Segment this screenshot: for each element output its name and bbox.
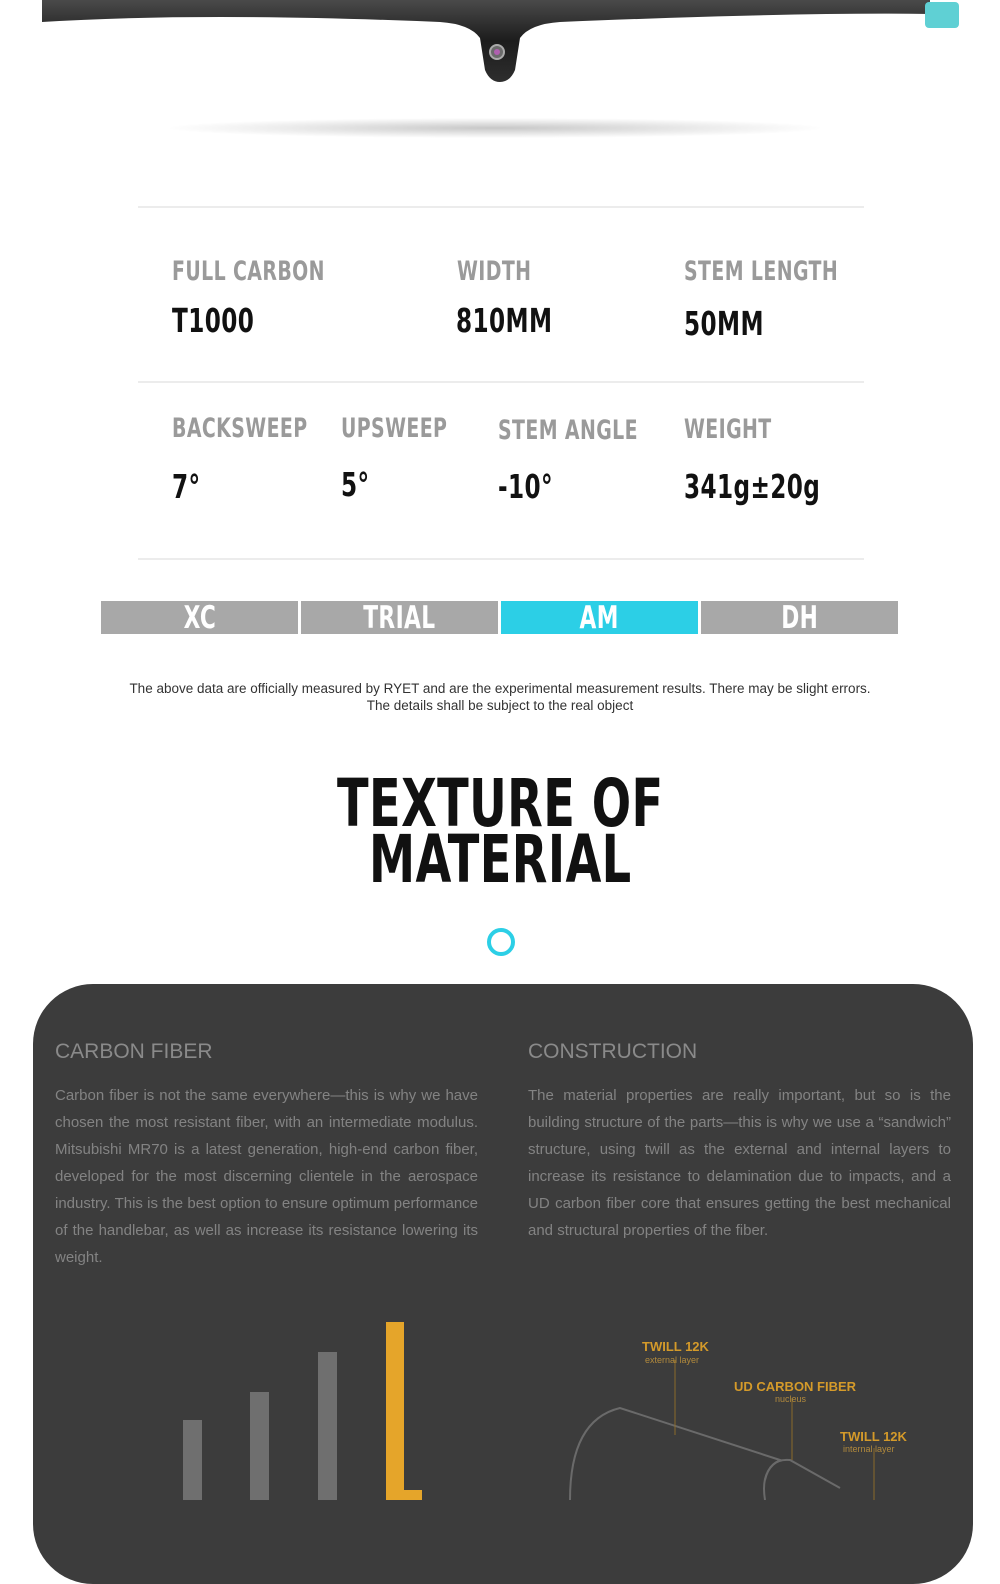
section-title-line1: TEXTURE OF — [336, 765, 664, 842]
layer-sub: internal layer — [843, 1444, 895, 1454]
spec-value-material: T1000 — [172, 301, 255, 340]
tab-dh[interactable]: DH — [701, 601, 898, 634]
ring-icon — [487, 928, 515, 956]
layer-label: TWILL 12K — [840, 1429, 907, 1444]
spec-value-weight: 341g±20g — [684, 467, 821, 506]
layer-label: UD CARBON FIBER — [734, 1379, 857, 1394]
spec-label-backsweep: BACKSWEEP — [172, 413, 308, 444]
spec-label-weight: WEIGHT — [684, 414, 772, 445]
construction-heading: CONSTRUCTION — [528, 1040, 698, 1063]
spec-value-stem-angle: -10° — [498, 467, 553, 506]
spec-value-backsweep: 7° — [172, 467, 201, 506]
fiber-bar — [318, 1352, 337, 1500]
spec-label-width: WIDTH — [457, 256, 532, 287]
fiber-bar-highlight — [386, 1322, 422, 1500]
tab-am[interactable]: AM — [501, 601, 698, 634]
spec-value-stem-length: 50MM — [684, 304, 764, 343]
spec-value-width: 810MM — [456, 301, 553, 340]
layer-label: TWILL 12K — [642, 1339, 709, 1354]
tab-trial[interactable]: TRIAL — [301, 601, 498, 634]
measurement-note: The above data are officially measured by RYET and are the experimental measurement results. There may be slight errors. The details shall be subject to the real object — [129, 681, 871, 713]
spec-label-material: FULL CARBON — [172, 256, 325, 287]
product-shadow — [170, 118, 820, 138]
divider — [138, 381, 864, 383]
divider — [138, 206, 864, 208]
carbon-fiber-heading: CARBON FIBER — [55, 1040, 213, 1063]
tube-layer-diagram — [540, 1320, 970, 1500]
layer-sub: external layer — [645, 1355, 700, 1365]
fiber-bar — [183, 1420, 202, 1500]
section-title-line2: MATERIAL — [368, 821, 632, 898]
spec-label-upsweep: UPSWEEP — [341, 413, 448, 444]
fiber-bars-graphic — [0, 1300, 500, 1500]
divider — [138, 558, 864, 560]
section-title — [200, 765, 800, 898]
construction-text: The material properties are really important, but so is the building structure of the parts—this is why we use a “sandwich” structure, using twill as the external and internal layers to increase its resistance to delamination due to impacts, and a UD carbon fiber core that ensures getting the best mechanical and structural properties of the fiber. — [528, 1087, 951, 1239]
spec-label-stem-length: STEM LENGTH — [684, 256, 839, 287]
spec-label-stem-angle: STEM ANGLE — [498, 415, 638, 446]
fiber-bar — [250, 1392, 269, 1500]
carbon-fiber-text: Carbon fiber is not the same everywhere—this is why we have chosen the most resistant fiber, with an intermediate modulus. Mitsubishi MR70 is a latest generation, high-end carbon fiber, developed for the most discerning clientele in the aerospace industry. This is the best option to ensure optimum performance of the handlebar, as well as increase its resistance lowering its weight. — [55, 1087, 478, 1266]
tab-xc[interactable]: XC — [101, 601, 298, 634]
layer-sub: nucleus — [775, 1394, 807, 1404]
spec-value-upsweep: 5° — [341, 465, 370, 504]
